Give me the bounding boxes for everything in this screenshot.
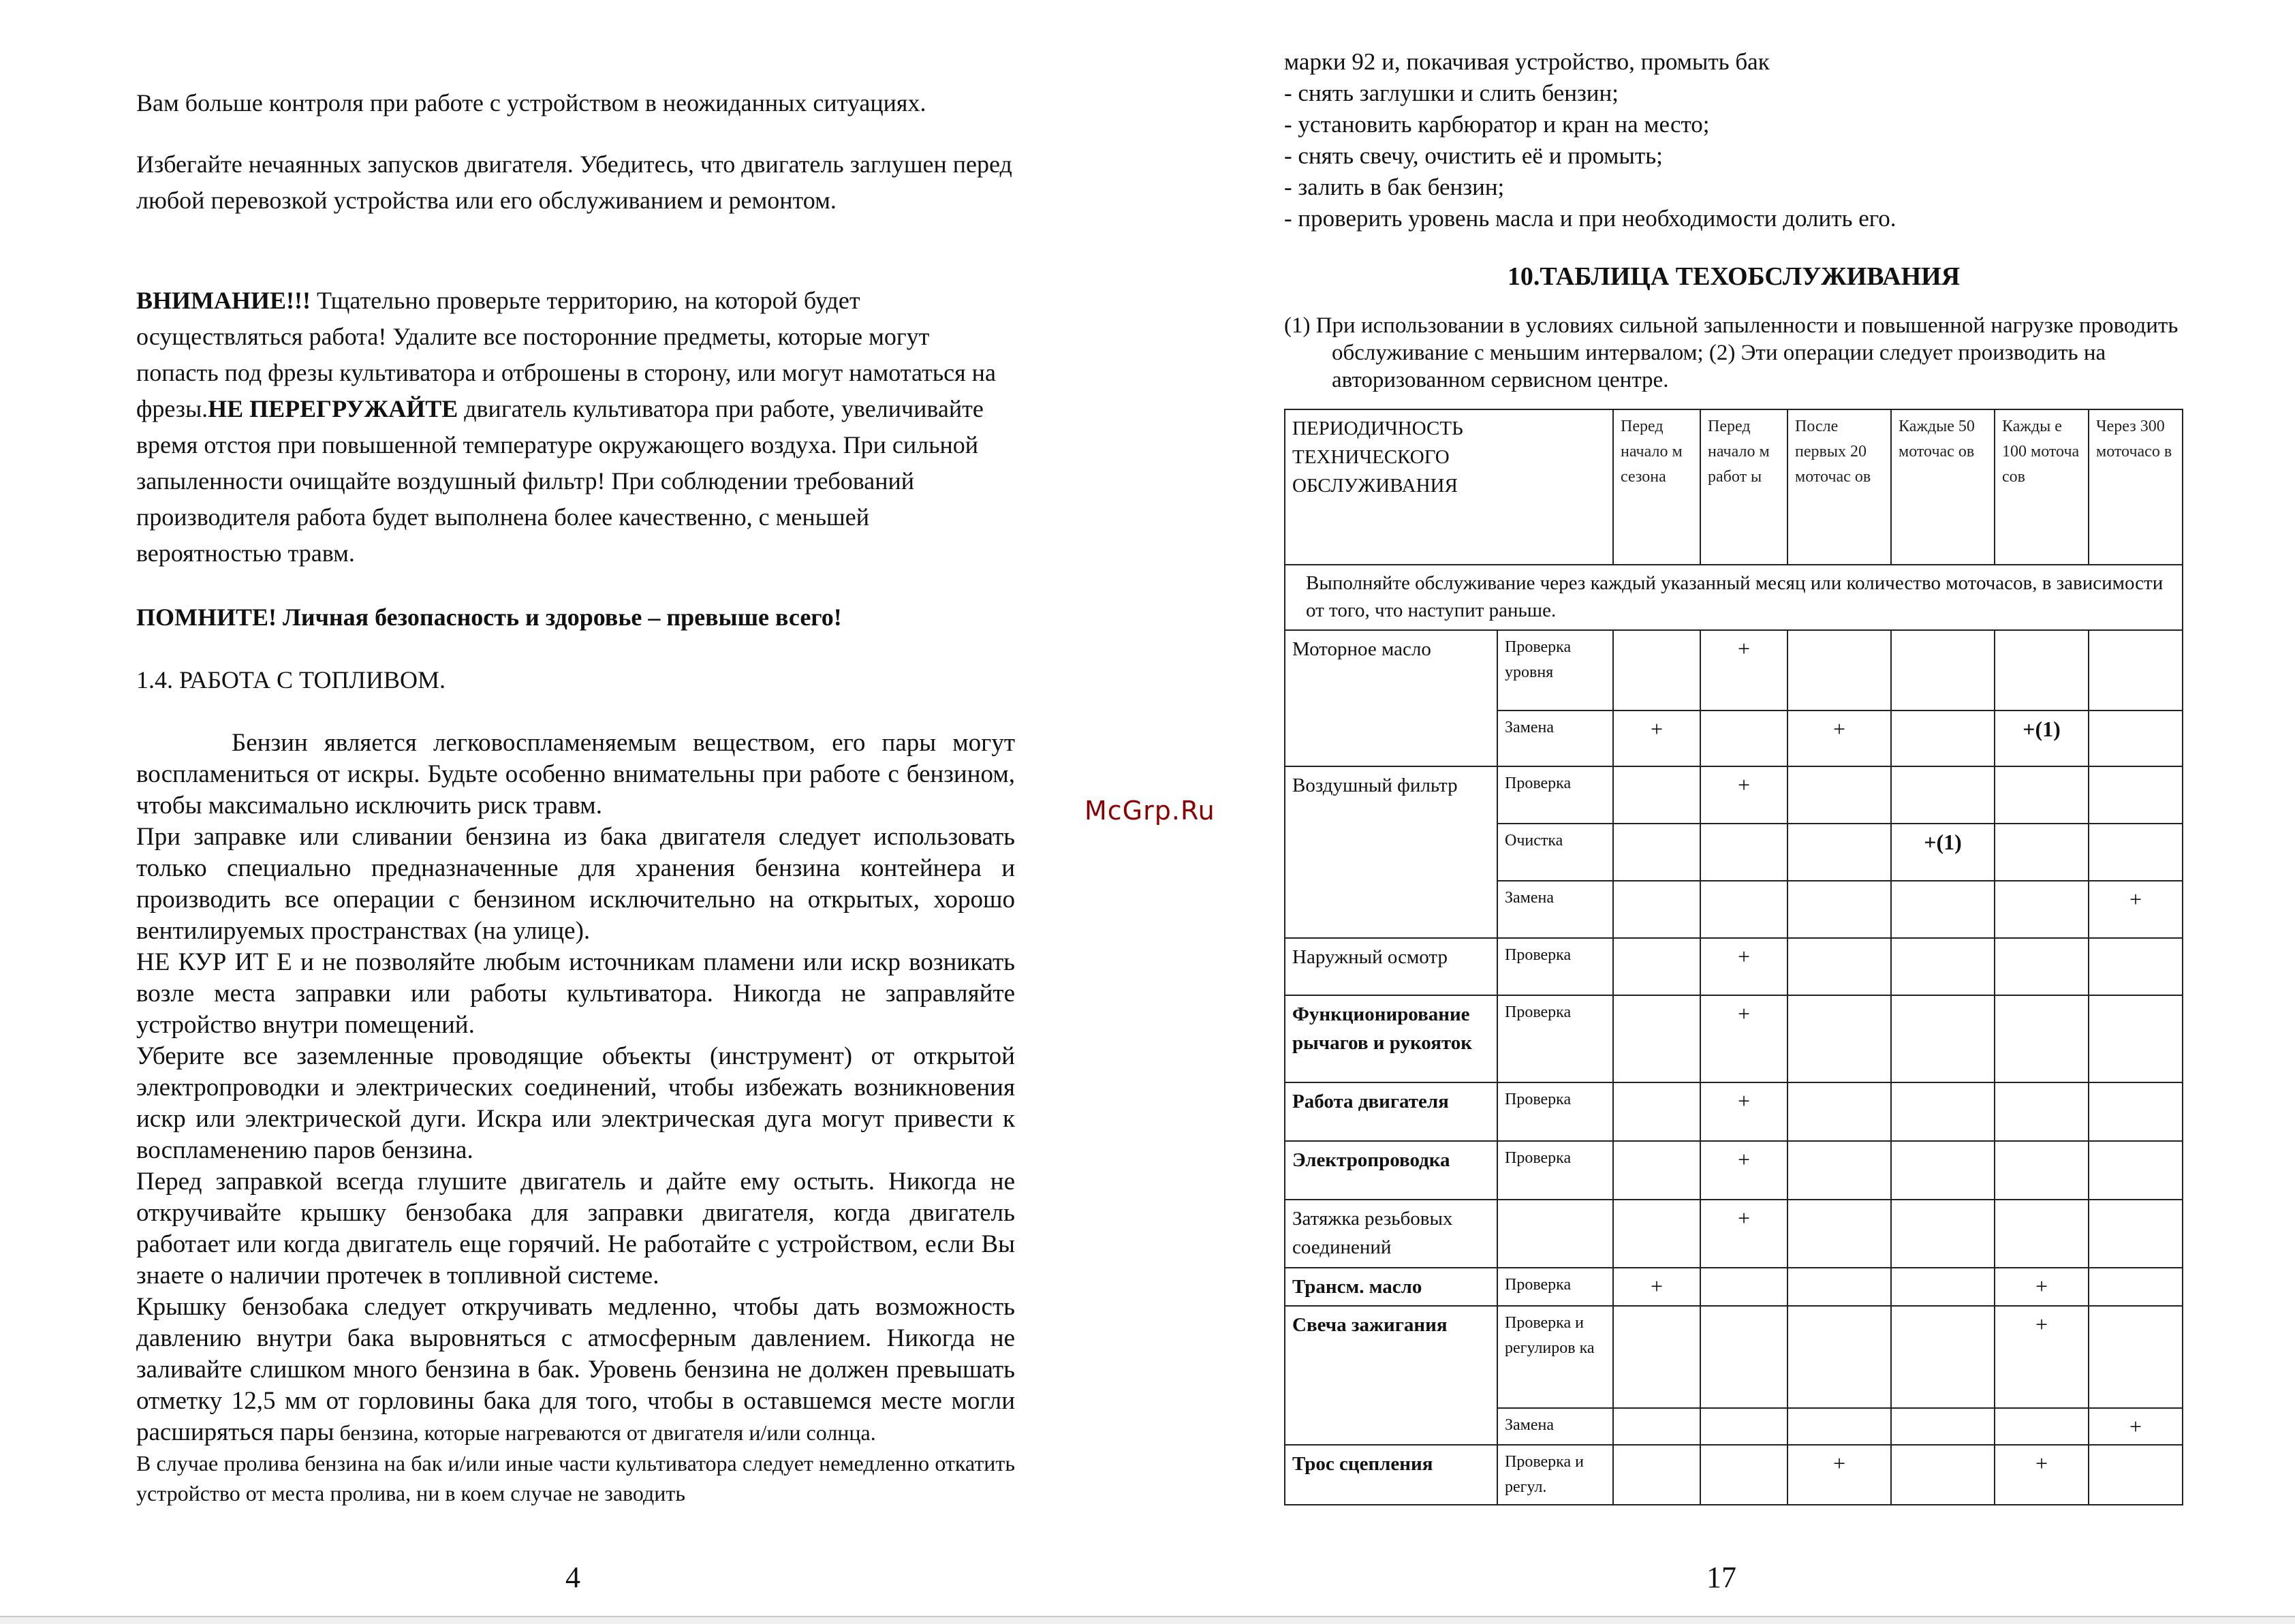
fuel-paragraph-5: Перед заправкой всегда глушите двигатель и дайте ему остыть. Никогда не откручивайте крышку бензобака для заправки двигателя, когда двигатель работает или когда двигатель еще горячий. Не работайте с устройством, если Вы знаете о наличии протечек в топливной системе. bbox=[136, 1168, 1015, 1290]
mark-plus: + bbox=[1787, 1445, 1891, 1505]
mark-plus: + bbox=[1613, 710, 1700, 766]
op-replace: Замена bbox=[1497, 710, 1613, 766]
table-row bbox=[1285, 1306, 2183, 1408]
fuel-section bbox=[136, 728, 1015, 1508]
op-check-reg: Проверка и регул. bbox=[1497, 1445, 1613, 1505]
op-check: Проверка bbox=[1497, 938, 1613, 995]
mark-plus: + bbox=[2089, 881, 2183, 938]
item-air-filter: Воздушный фильтр bbox=[1285, 766, 1497, 938]
mark-plus: + bbox=[1700, 995, 1787, 1082]
fuel-paragraph-1: Бензин является легковоспламеняемым веществом, его пары могут воспламениться от искры. Будьте особенно внимательны при работе с бензином, чтобы максимально исключить риск травм. bbox=[136, 729, 1015, 819]
table-row bbox=[1285, 1200, 2183, 1268]
maintenance-table bbox=[1284, 409, 2183, 1505]
item-spark-plug: Свеча зажигания bbox=[1285, 1306, 1497, 1445]
mark-plus: + bbox=[1700, 1200, 1787, 1268]
item-threads: Затяжка резьбовых соединений bbox=[1285, 1200, 1497, 1268]
op-replace: Замена bbox=[1497, 1408, 1613, 1445]
remember-line: ПОМНИТЕ! Личная безопасность и здоровье – превыше всего! bbox=[136, 604, 842, 631]
op-check-level: Проверка уровня bbox=[1497, 630, 1613, 710]
warning-label: ВНИМАНИЕ!!! bbox=[136, 287, 311, 314]
item-wiring: Электропроводка bbox=[1285, 1141, 1497, 1200]
maintenance-table-title: 10.ТАБЛИЦА ТЕХОБСЛУЖИВАНИЯ bbox=[1507, 262, 1961, 291]
right-line-5: - залить в бак бензин; bbox=[1284, 174, 1505, 200]
fuel-paragraph-4: Уберите все заземленные проводящие объекты (инструмент) от открытой электропроводки и электрических соединений, чтобы избежать возникновения искр или электрической дуги. Искра или электрическая дуга могут привести к воспламенению паров бензина. bbox=[136, 1042, 1015, 1164]
mark-plus: + bbox=[1613, 1268, 1700, 1306]
table-row bbox=[1285, 1141, 2183, 1200]
right-line-2: - снять заглушки и слить бензин; bbox=[1284, 80, 1619, 106]
item-levers: Функционирование рычагов и рукояток bbox=[1285, 995, 1497, 1082]
table-row bbox=[1285, 938, 2183, 995]
table-row bbox=[1285, 1445, 2183, 1505]
header-col-4: Каждые 50 моточас ов bbox=[1891, 409, 1995, 565]
op-clean: Очистка bbox=[1497, 824, 1613, 881]
fuel-paragraph-6 bbox=[136, 1292, 1015, 1448]
header-col-2: Перед начало м работ ы bbox=[1700, 409, 1787, 565]
maintenance-note: (1) При использовании в условиях сильной запыленности и повышенной нагрузке проводить обслуживание с меньшим интервалом; (2) Эти операции следует производить на авторизованном сервисном центре. bbox=[1284, 313, 2179, 392]
header-col-3: После первых 20 моточас ов bbox=[1787, 409, 1891, 565]
mark-plus: + bbox=[1700, 1082, 1787, 1141]
page-number-right: 17 bbox=[1706, 1561, 1736, 1594]
op-check: Проверка bbox=[1497, 1268, 1613, 1306]
op-check-adjust: Проверка и регулиров ка bbox=[1497, 1306, 1613, 1408]
mark-plus: + bbox=[1700, 938, 1787, 995]
table-row bbox=[1285, 1268, 2183, 1306]
right-top-text bbox=[1284, 46, 2183, 394]
right-line-6: - проверить уровень масла и при необходимости долить его. bbox=[1284, 205, 1896, 232]
right-line-3: - установить карбюратор и кран на место; bbox=[1284, 111, 1710, 138]
paragraph-engine-start: Избегайте нечаянных запусков двигателя. Убедитесь, что двигатель заглушен перед любой перевозкой устройства или его обслуживанием и ремонтом. bbox=[136, 151, 1012, 214]
header-col-6: Через 300 моточасо в bbox=[2089, 409, 2183, 565]
table-row bbox=[1285, 995, 2183, 1082]
fuel-paragraph-6a: Крышку бензобака следует откручивать медленно, чтобы дать возможность давлению внутри бака выровняться с атмосферным давлением. Никогда не заливайте слишком много бензина в бак. Уровень бензина не должен превышать отметку 12,5 мм от горловины бака для того, чтобы в оставшемся месте могли расширяться пары bbox=[136, 1293, 1015, 1446]
span-note: Выполняйте обслуживание через каждый указанный месяц или количество моточасов, в зависимости от того, что наступит раньше. bbox=[1285, 565, 2183, 630]
mark-plus: + bbox=[1700, 1141, 1787, 1200]
fuel-paragraph-3: НЕ КУР ИТ Е и не позволяйте любым источникам пламени или искр возникать возле места заправки или работы культиватора. Никогда не заправляйте устройство внутри помещений. bbox=[136, 948, 1015, 1039]
overload-text: двигатель культиватора при работе, увеличивайте время отстоя при повышенной температуре окружающего воздуха. При сильной запыленности очищайте воздушный фильтр! При соблюдении требований производителя работа будет выполнена более качественно, с меньшей вероятностью травм. bbox=[136, 395, 984, 567]
mark-plus: + bbox=[1995, 1445, 2089, 1505]
mark-plus: + bbox=[1995, 1306, 2089, 1408]
right-line-4: - снять свечу, очистить её и промыть; bbox=[1284, 142, 1663, 169]
fuel-paragraph-2: При заправке или сливании бензина из бака двигателя следует использовать только специально предназначенные для хранения бензина контейнера и производить все операции с бензином исключительно на открытых, хорошо вентилируемых пространствах (на улице). bbox=[136, 823, 1015, 945]
paragraph-warning bbox=[136, 283, 1015, 572]
mark-plus: + bbox=[1787, 710, 1891, 766]
op-check: Проверка bbox=[1497, 766, 1613, 824]
item-motor-oil: Моторное масло bbox=[1285, 630, 1497, 766]
table-row bbox=[1285, 766, 2183, 824]
right-line-1: марки 92 и, покачивая устройство, промыть бак bbox=[1284, 48, 1770, 75]
paragraph-control: Вам больше контроля при работе с устройством в неожиданных ситуациях. bbox=[136, 89, 926, 116]
page-number-left: 4 bbox=[565, 1561, 580, 1594]
op-replace: Замена bbox=[1497, 881, 1613, 938]
table-header-row bbox=[1285, 409, 2183, 565]
fuel-paragraph-7: В случае пролива бензина на бак и/или иные части культиватора следует немедленно откатить устройство от места пролива, ни в коем случае не заводить bbox=[136, 1451, 1015, 1505]
header-col-1: Перед начало м сезона bbox=[1613, 409, 1700, 565]
op-check: Проверка bbox=[1497, 995, 1613, 1082]
mark-plus: + bbox=[1995, 1268, 2089, 1306]
warning-text: Тщательно проверьте территорию, на которой будет осуществляться работа! Удалите все посторонние предметы, которые могут попасть под фрезы культиватора и отброшены в сторону, или могут намотаться на фрезы. bbox=[136, 287, 996, 422]
item-engine: Работа двигателя bbox=[1285, 1082, 1497, 1141]
item-cable: Трос сцепления bbox=[1285, 1445, 1497, 1505]
watermark: McGrp.Ru bbox=[1084, 796, 1215, 826]
mark-plus: + bbox=[1700, 630, 1787, 710]
scan-bottom-edge bbox=[0, 1616, 2295, 1624]
item-trans-oil: Трансм. масло bbox=[1285, 1268, 1497, 1306]
section-heading-fuel: 1.4. РАБОТА С ТОПЛИВОМ. bbox=[136, 666, 446, 693]
header-col-5: Кажды е 100 моточа сов bbox=[1995, 409, 2089, 565]
fuel-paragraph-6b: бензина, которые нагреваются от двигателя и/или солнца. bbox=[334, 1420, 876, 1445]
left-page bbox=[136, 0, 1015, 1623]
mark-plus: + bbox=[1700, 766, 1787, 824]
table-row bbox=[1285, 630, 2183, 710]
op-check: Проверка bbox=[1497, 1141, 1613, 1200]
item-inspection: Наружный осмотр bbox=[1285, 938, 1497, 995]
table-span-row bbox=[1285, 565, 2183, 630]
mark-plus: + bbox=[2089, 1408, 2183, 1445]
overload-label: НЕ ПЕРЕГРУЖАЙТЕ bbox=[208, 395, 458, 422]
header-periodicity: ПЕРИОДИЧНОСТЬ ТЕХНИЧЕСКОГО ОБСЛУЖИВАНИЯ bbox=[1285, 409, 1613, 565]
mark-plus-1: +(1) bbox=[1891, 824, 1995, 881]
table-row bbox=[1285, 1082, 2183, 1141]
op-check: Проверка bbox=[1497, 1082, 1613, 1141]
mark-plus-1: +(1) bbox=[1995, 710, 2089, 766]
